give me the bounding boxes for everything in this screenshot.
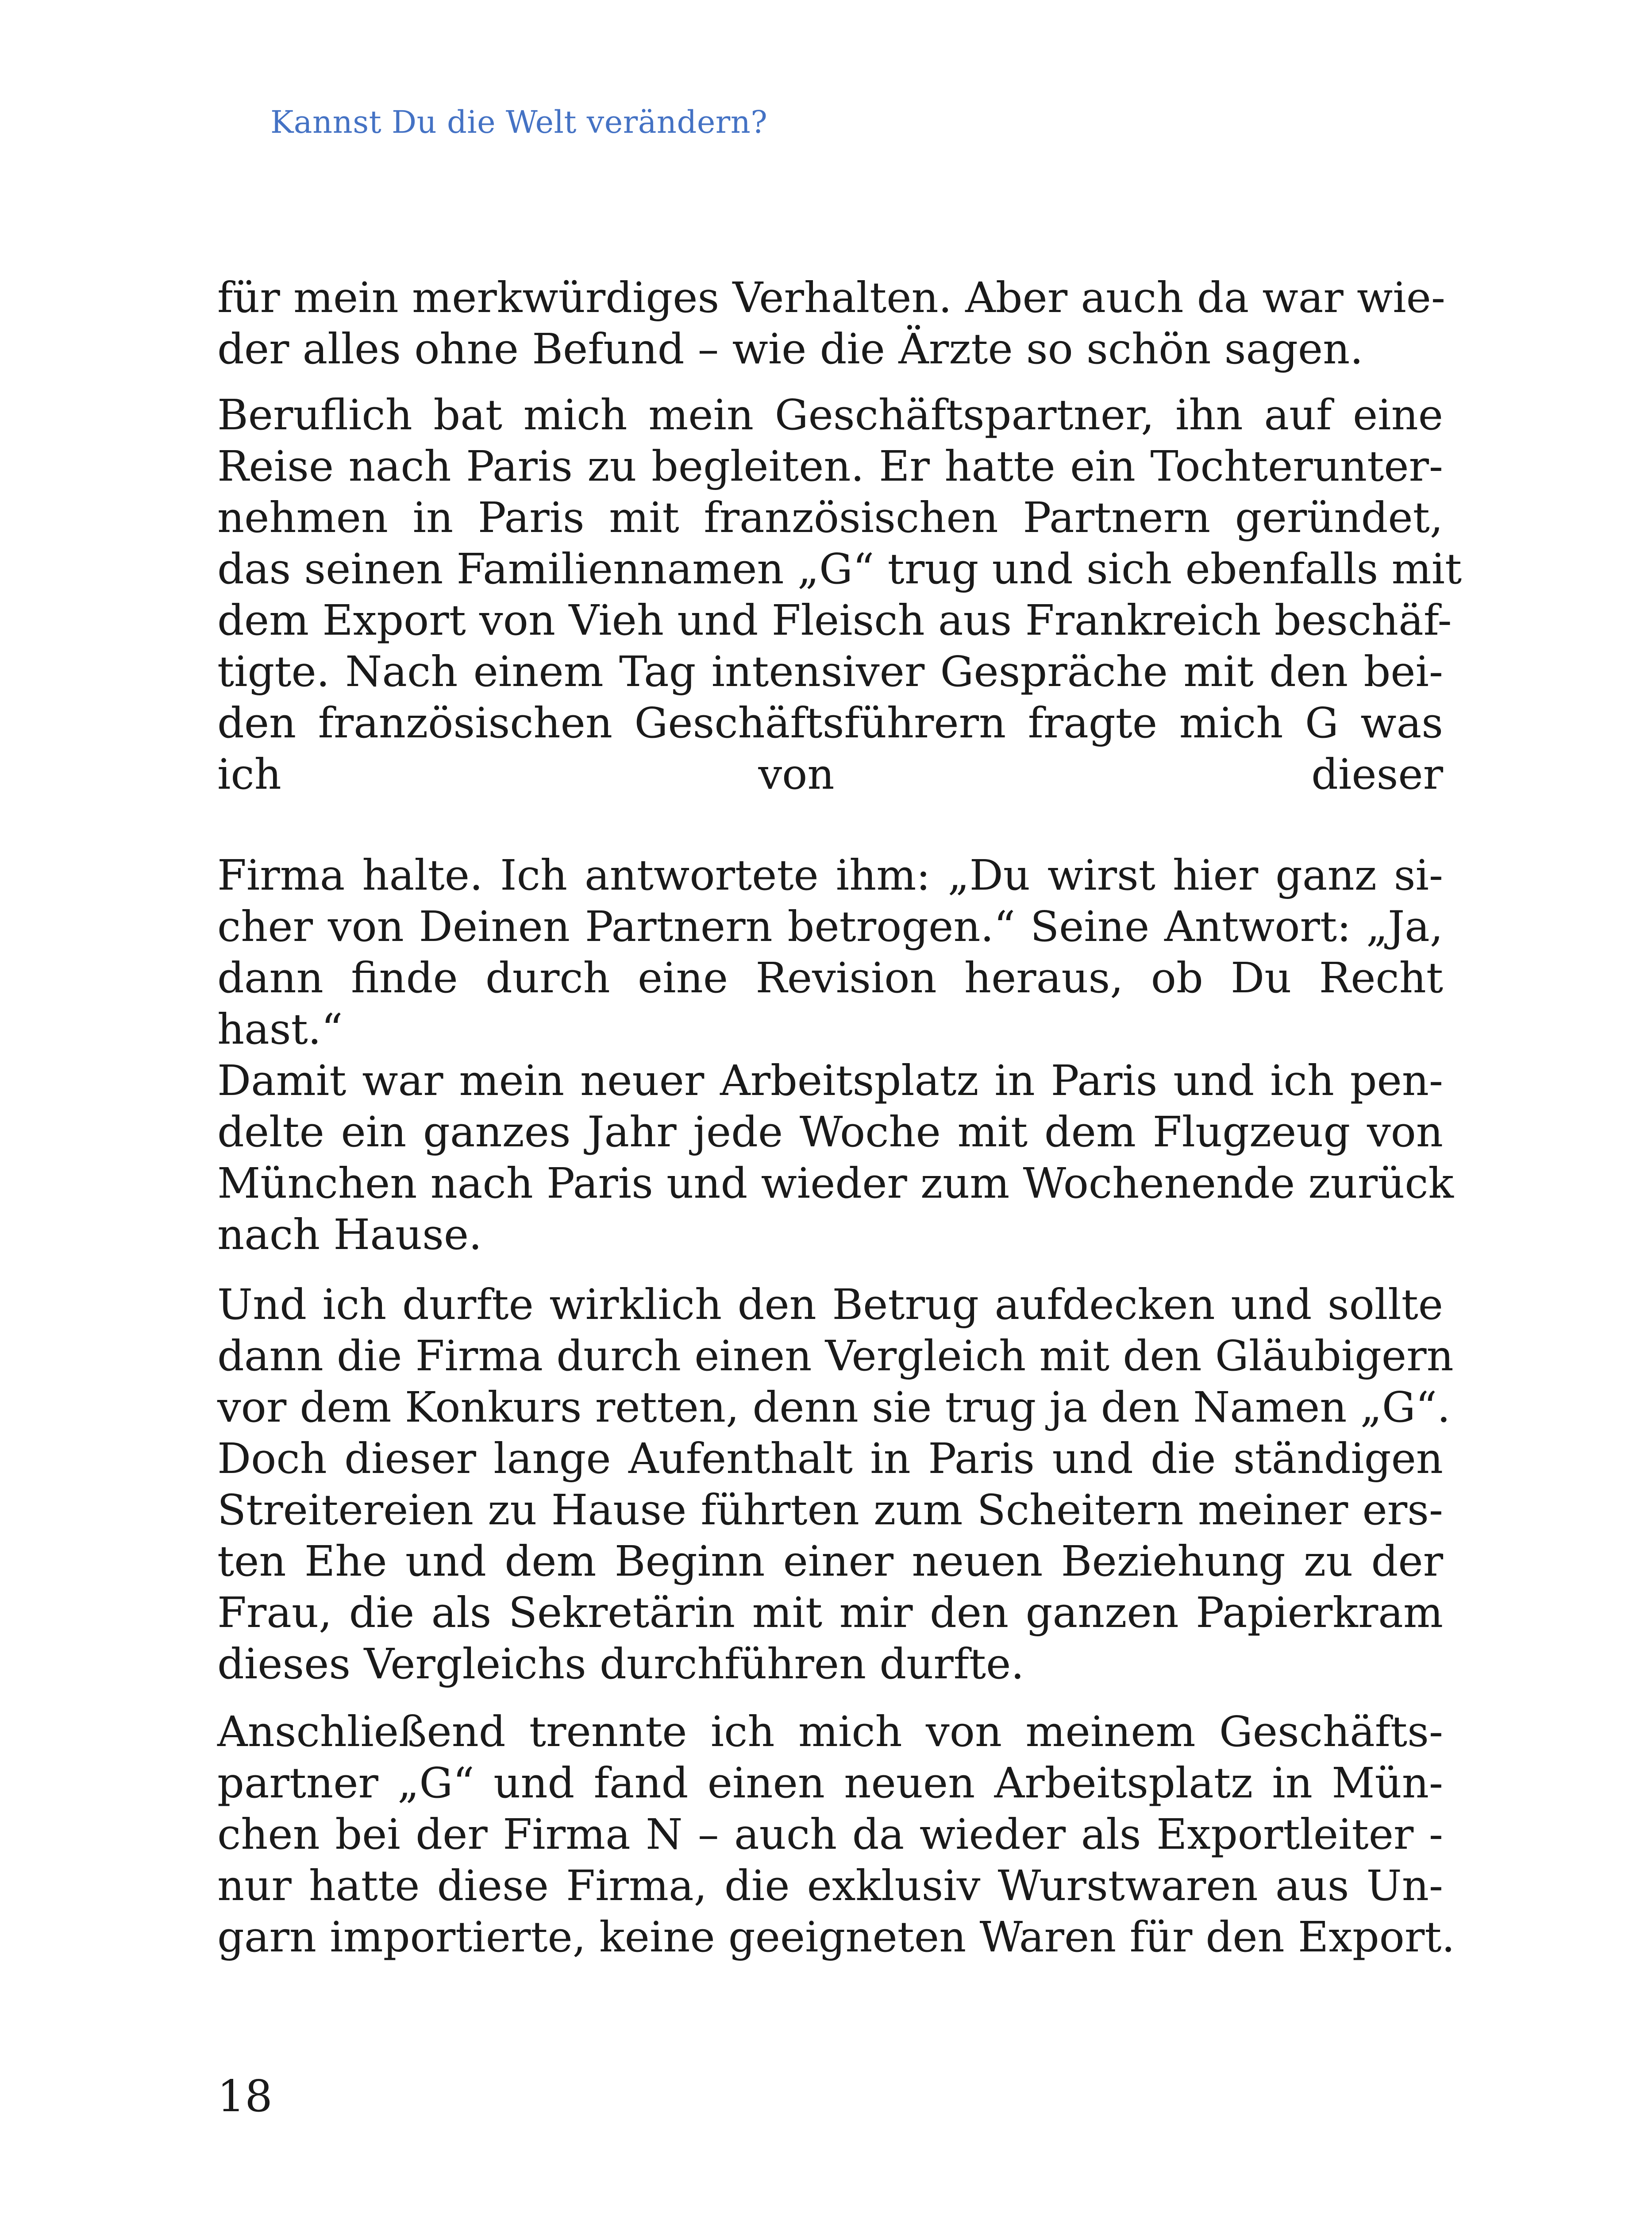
paragraph-1 (217, 272, 1443, 375)
text-line: cher von Deinen Partnern betrogen.“ Seine Antwort: „Ja, (217, 902, 1443, 951)
text-line: Doch dieser lange Aufenthalt in Paris und die ständigen (217, 1434, 1443, 1483)
text-line: Beruflich bat mich mein Geschäftspartner, ihn auf eine (217, 391, 1443, 440)
text-line: dieses Vergleichs durchführen durfte. (217, 1640, 1024, 1689)
text-line: chen bei der Firma N – auch da wieder als Exportleiter - (217, 1810, 1443, 1859)
text-line: Und ich durfte wirklich den Betrug aufdecken und sollte (217, 1280, 1443, 1329)
text-line: für mein merkwürdiges Verhalten. Aber auch da war wie- (217, 274, 1445, 322)
text-line: Anschließend trennte ich mich von meinem Geschäfts- (217, 1708, 1443, 1756)
text-line: ich von dieser (217, 750, 1443, 799)
text-line: Streitereien zu Hause führten zum Scheitern meiner ers- (217, 1486, 1443, 1534)
page-number: 18 (217, 2071, 273, 2122)
text-line: nehmen in Paris mit französischen Partnern geründet, (217, 493, 1443, 542)
running-header: Kannst Du die Welt verändern? (270, 104, 768, 140)
paragraph-4 (217, 1279, 1454, 1690)
text-line: tigte. Nach einem Tag intensiver Gespräche mit den bei- (217, 648, 1443, 696)
text-line: dann finde durch eine Revision heraus, ob Du Recht (217, 954, 1443, 1002)
text-line: München nach Paris und wieder zum Wochenende zurück (217, 1159, 1454, 1208)
text-line: partner „G“ und fand einen neuen Arbeitsplatz in Mün- (217, 1759, 1443, 1808)
text-line: dem Export von Vieh und Fleisch aus Frankreich beschäf- (217, 596, 1452, 645)
text-line: Damit war mein neuer Arbeitsplatz in Paris und ich pen- (217, 1056, 1443, 1105)
text-line: garn importierte, keine geeigneten Waren für den Export. (217, 1913, 1455, 1962)
text-line: ten Ehe und dem Beginn einer neuen Beziehung zu der (217, 1537, 1443, 1586)
paragraph-3 (217, 850, 1454, 1261)
text-line: nach Hause. (217, 1211, 482, 1259)
text-line: das seinen Familiennamen „G“ trug und sich ebenfalls mit (217, 545, 1462, 594)
paragraph-5 (217, 1706, 1455, 1963)
text-line: den französischen Geschäftsführern fragte mich G was (217, 699, 1443, 748)
text-line: nur hatte diese Firma, die exklusiv Wurstwaren aus Un- (217, 1862, 1443, 1910)
text-line: Frau, die als Sekretärin mit mir den ganzen Papierkram (217, 1588, 1443, 1637)
text-line: dann die Firma durch einen Vergleich mit den Gläubigern (217, 1332, 1454, 1380)
paragraph-2 (217, 389, 1462, 800)
text-line: Reise nach Paris zu begleiten. Er hatte ein Tochterunter- (217, 442, 1443, 491)
text-line: vor dem Konkurs retten, denn sie trug ja den Namen „G“. (217, 1383, 1451, 1432)
text-line: der alles ohne Befund – wie die Ärzte so schön sagen. (217, 325, 1363, 374)
text-line: hast.“ (217, 1005, 343, 1054)
text-line: delte ein ganzes Jahr jede Woche mit dem Flugzeug von (217, 1108, 1443, 1157)
text-line: Firma halte. Ich antwortete ihm: „Du wirst hier ganz si- (217, 851, 1443, 900)
